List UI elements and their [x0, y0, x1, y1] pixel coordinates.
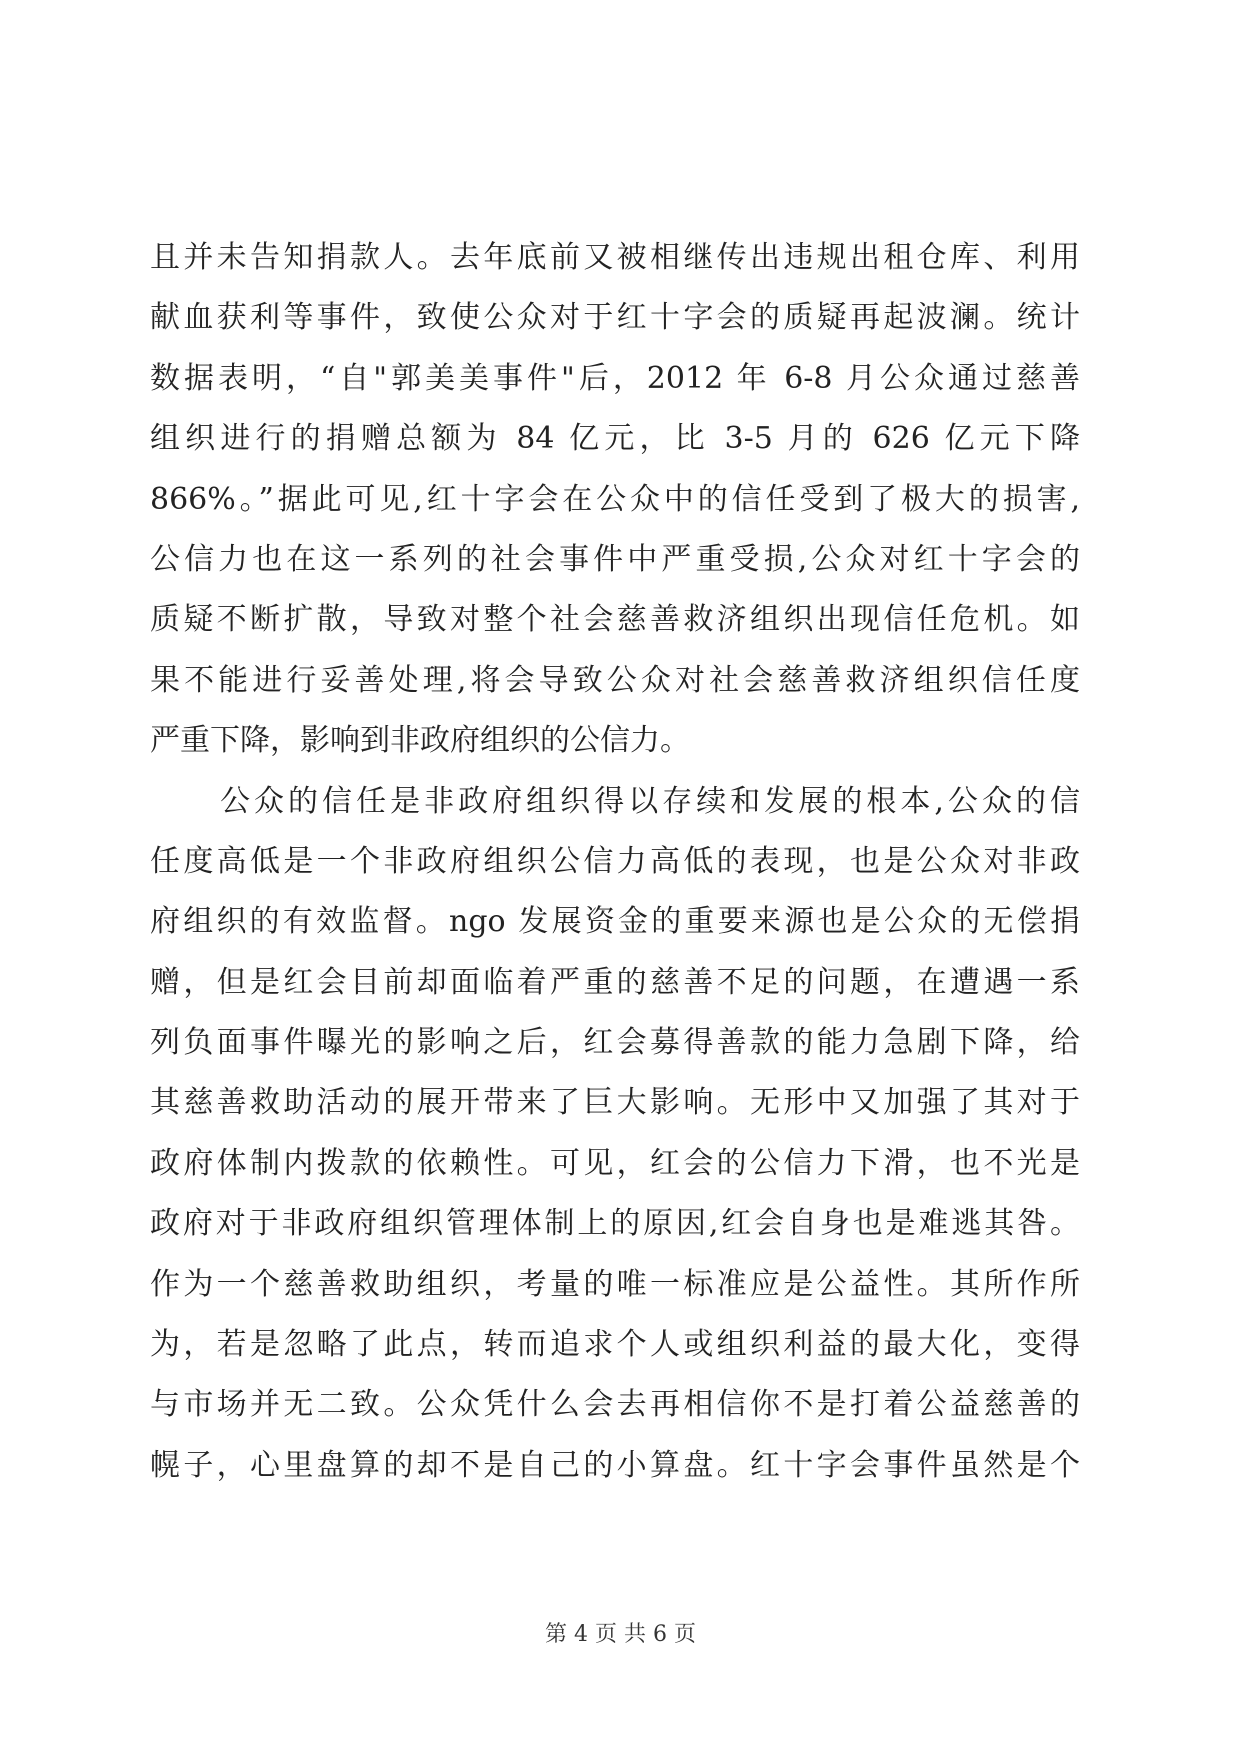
text-line: 府组织的有效监督。ngo 发展资金的重要来源也是公众的无偿捐	[150, 904, 1080, 940]
text-line: 政府体制内拨款的依赖性。可见，红会的公信力下滑，也不光是	[150, 1145, 1080, 1181]
page-footer: 第 4 页 共 6 页	[545, 1622, 696, 1647]
text-line: 866%。”据此可见,红十字会在公众中的信任受到了极大的损害,	[150, 481, 1080, 517]
text-line: 果不能进行妥善处理,将会导致公众对社会慈善救济组织信任度	[150, 662, 1080, 698]
text-line: 赠，但是红会目前却面临着严重的慈善不足的问题，在遭遇一系	[150, 964, 1080, 1000]
text-line: 公信力也在这一系列的社会事件中严重受损,公众对红十字会的	[150, 541, 1080, 577]
body-text	[150, 228, 1080, 1496]
text-line: 为，若是忽略了此点，转而追求个人或组织利益的最大化，变得	[150, 1327, 1080, 1363]
text-line: 献血获利等事件，致使公众对于红十字会的质疑再起波澜。统计	[150, 300, 1080, 336]
text-line: 组织进行的捐赠总额为 84 亿元，比 3-5 月的 626 亿元下降	[150, 421, 1080, 457]
text-line: 作为一个慈善救助组织，考量的唯一标准应是公益性。其所作所	[150, 1266, 1080, 1302]
text-line: 数据表明，“自"郭美美事件"后，2012 年 6-8 月公众通过慈善	[150, 360, 1080, 396]
text-line: 与市场并无二致。公众凭什么会去再相信你不是打着公益慈善的	[150, 1387, 1080, 1423]
text-line: 政府对于非政府组织管理体制上的原因,红会自身也是难逃其咎。	[150, 1206, 1080, 1242]
text-line: 幌子，心里盘算的却不是自己的小算盘。红十字会事件虽然是个	[150, 1447, 1080, 1483]
text-line: 列负面事件曝光的影响之后，红会募得善款的能力急剧下降，给	[150, 1025, 1080, 1061]
text-line: 其慈善救助活动的展开带来了巨大影响。无形中又加强了其对于	[150, 1085, 1080, 1121]
text-line: 严重下降，影响到非政府组织的公信力。	[150, 723, 690, 759]
text-line: 质疑不断扩散，导致对整个社会慈善救济组织出现信任危机。如	[150, 602, 1080, 638]
text-line: 公众的信任是非政府组织得以存续和发展的根本,公众的信	[220, 783, 1080, 819]
text-line: 任度高低是一个非政府组织公信力高低的表现，也是公众对非政	[150, 843, 1080, 879]
text-line: 且并未告知捐款人。去年底前又被相继传出违规出租仓库、利用	[150, 240, 1080, 275]
